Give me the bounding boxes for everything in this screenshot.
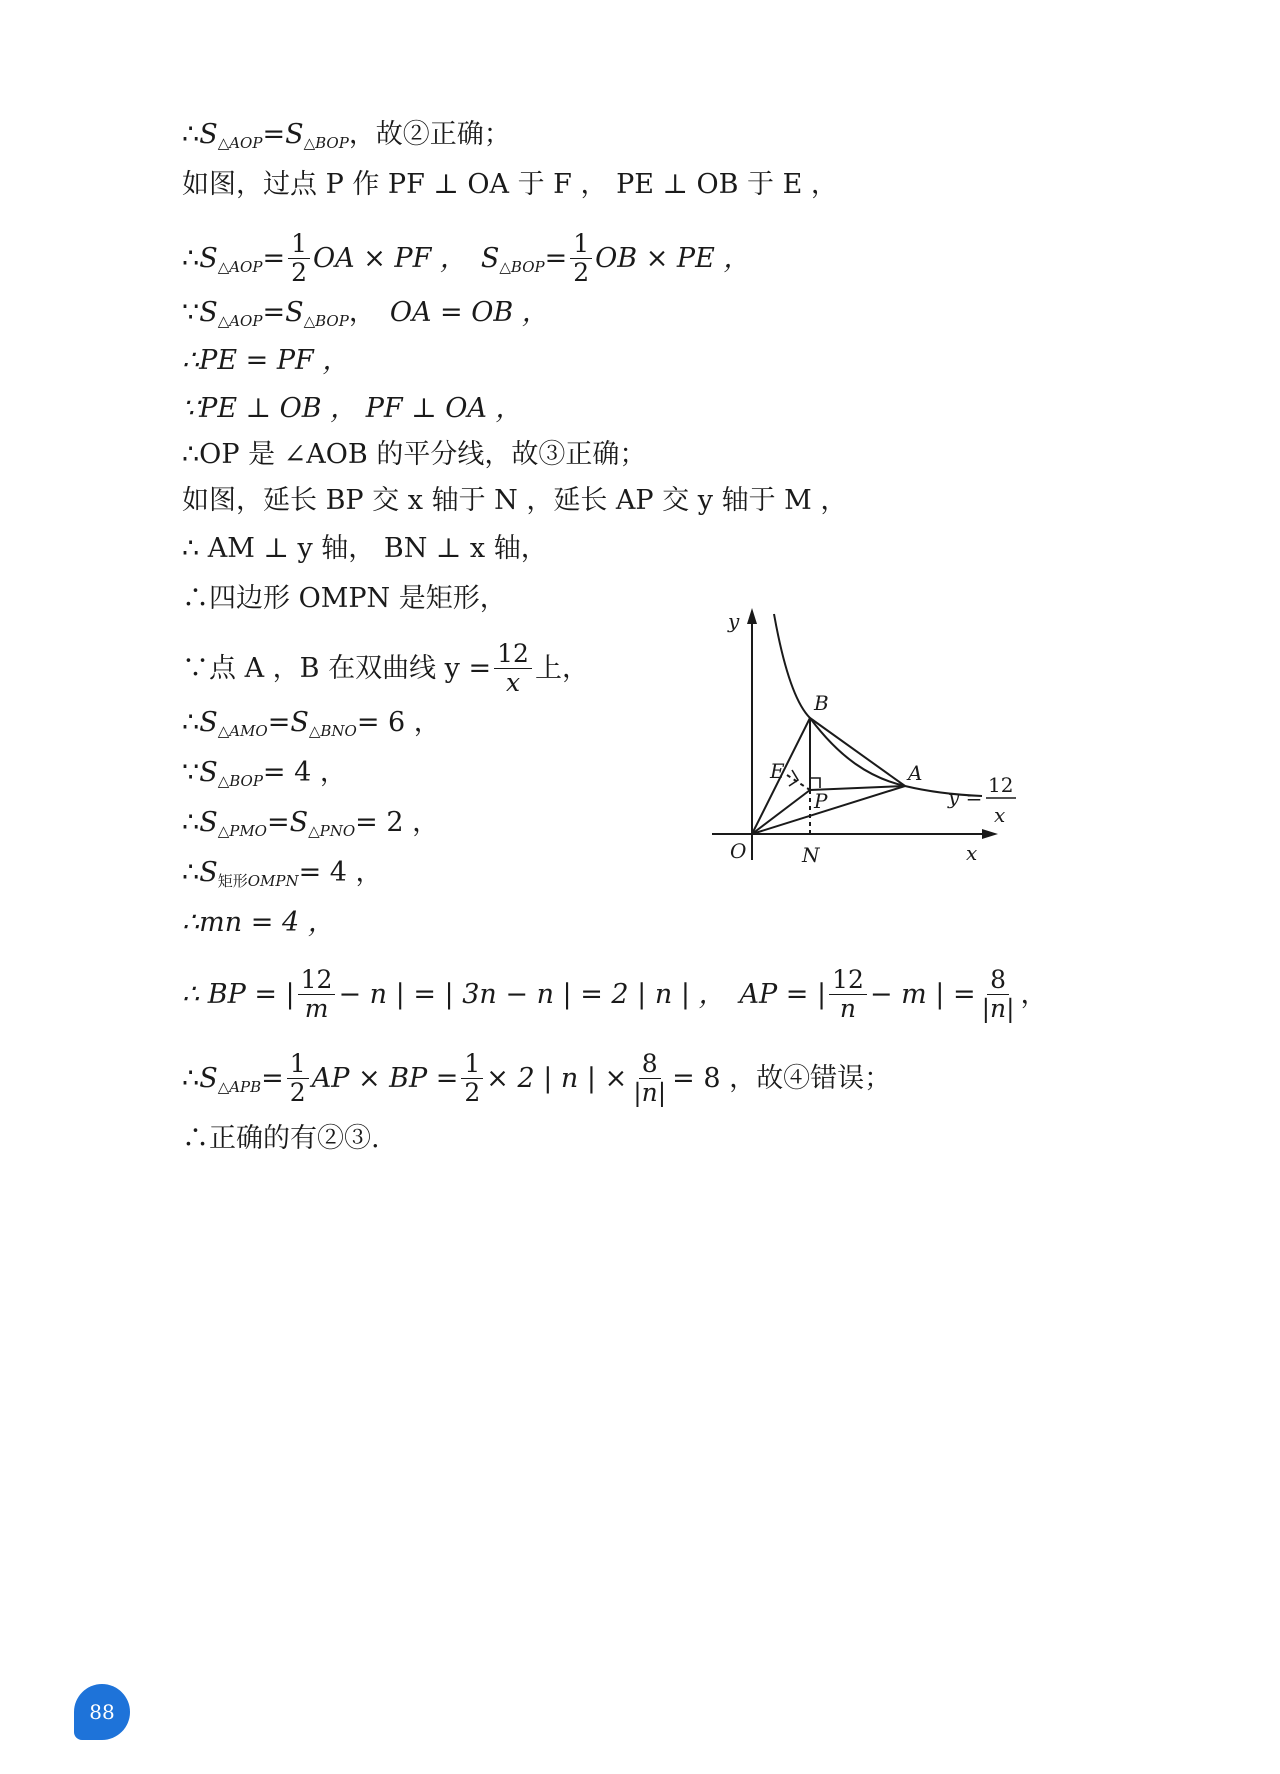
equals: =	[544, 242, 568, 274]
line-19	[182, 1122, 380, 1156]
subscript: △BNO	[308, 722, 357, 740]
text: 如图，延长 BP 交 x 轴于 N ，延长 AP 交 y 轴于 M ，	[182, 485, 848, 516]
numerator: 8	[639, 1050, 661, 1079]
line-9	[182, 532, 548, 566]
text: ∴OP 是 ∠AOB 的平分线，故③正确；	[182, 439, 647, 470]
numerator: 1	[287, 1050, 309, 1079]
denominator: x	[505, 668, 521, 697]
denominator: 2	[291, 258, 307, 287]
text: ∵点 A ，B 在双曲线 y =	[182, 652, 492, 684]
line-16	[182, 906, 335, 940]
equals: =	[267, 707, 291, 738]
text: ∴ AM ⊥ y 轴， BN ⊥ x 轴，	[182, 533, 548, 564]
fraction-8-over-abs-n	[979, 966, 1018, 1023]
text: ∵PE ⊥ OB ， PF ⊥ OA ，	[182, 393, 523, 424]
text: OA = OB ，	[389, 297, 549, 328]
numerator: 12	[494, 640, 532, 669]
area-s: S	[199, 857, 218, 888]
segment-OP	[752, 790, 810, 834]
area-s: S	[199, 242, 218, 274]
numerator: 12	[829, 966, 867, 995]
right-angle-mark-P	[810, 778, 820, 788]
subscript: OMPN	[247, 872, 299, 890]
label-A: A	[908, 761, 923, 785]
label-E: E	[770, 759, 785, 783]
curve-label: y =	[948, 785, 983, 809]
denominator: |n|	[981, 994, 1015, 1023]
subscript: △BOP	[303, 134, 349, 152]
denominator: 2	[464, 1078, 481, 1107]
line-15	[182, 856, 383, 890]
text: − m | =	[869, 978, 976, 1010]
fraction-12-over-m	[298, 966, 336, 1023]
text: ∴四边形 OMPN 是矩形，	[182, 583, 507, 614]
line-18	[182, 1050, 891, 1107]
text: OB × PE ，	[595, 242, 751, 274]
therefore-symbol: ∴	[182, 857, 200, 888]
text: 上，	[534, 652, 589, 684]
numerator: 1	[461, 1050, 483, 1079]
denominator: 2	[289, 1078, 306, 1107]
label-N: N	[802, 843, 820, 867]
area-s: S	[199, 297, 218, 328]
equals: =	[261, 1062, 284, 1094]
equals: =	[266, 807, 290, 838]
page-number: 88	[89, 1700, 115, 1724]
fraction-8-over-abs-n	[630, 1050, 669, 1107]
text: OA × PF ，	[312, 242, 467, 274]
subscript: △BOP	[303, 312, 349, 330]
equals: =	[262, 119, 286, 150]
area-s: S	[199, 757, 218, 788]
denominator: 2	[573, 258, 590, 287]
fraction-12-over-x	[494, 640, 532, 697]
segment-AB	[810, 718, 905, 786]
denominator: n	[839, 994, 857, 1023]
subscript: △BOP	[217, 772, 263, 790]
text: ∴PE = PF ，	[182, 345, 350, 376]
area-s: S	[289, 807, 309, 838]
line-5	[182, 344, 349, 378]
right-angle-mark-E	[789, 770, 798, 786]
subscript-rect: 矩形	[217, 872, 248, 890]
area-s: S	[480, 242, 500, 274]
fraction-half	[288, 230, 310, 287]
area-s: S	[199, 119, 218, 150]
text: = 6 ，	[356, 707, 441, 738]
text: ，故②正确；	[348, 119, 511, 150]
text: × 2 | n | ×	[486, 1062, 628, 1094]
line-1	[182, 118, 511, 152]
text: AP × BP =	[311, 1062, 459, 1094]
subscript: △APB	[217, 1077, 262, 1096]
line-7	[182, 438, 646, 472]
fraction-half	[287, 1050, 309, 1107]
fraction-half	[570, 230, 592, 287]
area-s: S	[199, 807, 218, 838]
subscript: △BOP	[499, 257, 545, 276]
fraction-12-over-n	[829, 966, 867, 1023]
label-B: B	[814, 691, 829, 715]
therefore-symbol: ∴	[182, 807, 200, 838]
comma: ，	[1020, 978, 1048, 1010]
subscript: △PMO	[217, 822, 267, 840]
label-y: y	[728, 609, 740, 633]
numerator: 1	[288, 230, 310, 259]
numerator: 1	[570, 230, 592, 259]
y-axis-arrow	[747, 608, 757, 624]
text: ∴ BP = |	[182, 978, 295, 1010]
therefore-symbol: ∴	[182, 242, 200, 274]
equals: =	[262, 297, 286, 328]
area-s: S	[290, 707, 309, 738]
label-P: P	[814, 789, 828, 813]
text: AP = |	[739, 978, 827, 1010]
area-s: S	[285, 297, 304, 328]
numerator: 12	[298, 966, 336, 995]
line-10	[182, 582, 507, 616]
line-3	[182, 230, 750, 287]
subscript: △AOP	[217, 312, 263, 330]
label-x: x	[966, 841, 978, 865]
line-8	[182, 484, 847, 518]
text: 如图，过点 P 作 PF ⊥ OA 于 F ， PE ⊥ OB 于 E ，	[182, 169, 838, 200]
text: = 4 ，	[298, 857, 383, 888]
therefore-symbol: ∴	[182, 707, 200, 738]
segment-PE-dashed	[787, 775, 810, 790]
therefore-symbol: ∴	[182, 119, 200, 150]
hyperbola-curve	[774, 614, 982, 796]
x-axis-arrow	[982, 829, 998, 839]
line-11	[182, 640, 589, 697]
text: ∴正确的有②③.	[182, 1123, 380, 1154]
line-6	[182, 392, 522, 426]
equals: =	[262, 242, 286, 274]
text: = 4 ，	[262, 757, 347, 788]
therefore-symbol: ∴	[182, 1062, 200, 1094]
geometry-figure	[700, 600, 1040, 870]
subscript: △PNO	[308, 822, 356, 840]
comma: ，	[348, 297, 376, 328]
text: − n | = | 3n − n | = 2 | n | ，	[338, 978, 726, 1010]
area-s: S	[199, 707, 218, 738]
area-s: S	[285, 119, 304, 150]
line-17	[182, 966, 1048, 1023]
area-s: S	[199, 1062, 218, 1094]
curve-label-numerator: 12	[988, 773, 1014, 797]
denominator: m	[304, 994, 329, 1023]
subscript: △AOP	[217, 134, 263, 152]
text: = 8 ，故④错误；	[672, 1062, 892, 1094]
subscript: △AOP	[217, 257, 263, 276]
curve-label-denominator: x	[994, 803, 1006, 827]
because-symbol: ∵	[182, 297, 200, 328]
segment-OA	[752, 786, 905, 834]
line-2	[182, 168, 838, 202]
denominator: |n|	[633, 1078, 667, 1107]
line-13	[182, 756, 347, 790]
fraction-half	[461, 1050, 483, 1107]
subscript: △AMO	[217, 722, 268, 740]
label-O: O	[730, 839, 747, 863]
because-symbol: ∵	[182, 757, 200, 788]
text: ∴mn = 4 ，	[182, 907, 335, 938]
page-number-badge	[74, 1684, 130, 1740]
line-4	[182, 296, 549, 330]
numerator: 8	[987, 966, 1009, 995]
line-14	[182, 806, 439, 840]
line-12	[182, 706, 441, 740]
text: = 2 ，	[355, 807, 440, 838]
